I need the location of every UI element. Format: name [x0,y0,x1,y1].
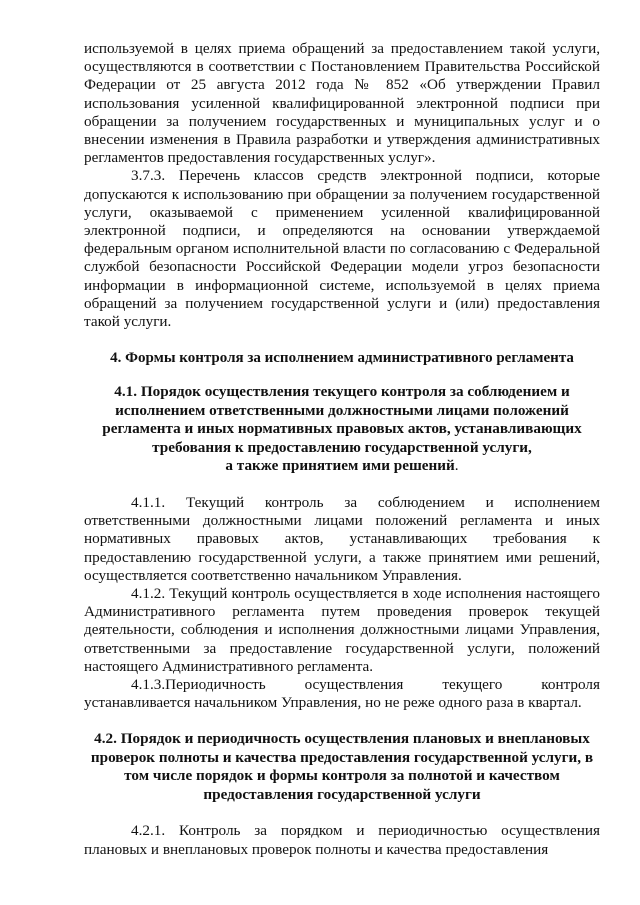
paragraph-continuation: используемой в целях приема обращений за предоставлением такой услуги, осуществляются в соответствии с Постановлением Правительства Российской Федерации от 25 августа 2012 года № 852 «Об утверждении Правил использования усиленной квалифицированной электронной подписи при обращении за получением государственных и муниципальных услуг и о внесении изменения в Правила разработки и утверждения административных регламентов предоставления государственных услуг». [84,40,600,167]
document-page [84,40,600,859]
paragraph-4-1-1: 4.1.1. Текущий контроль за соблюдением и исполнением ответственными должностными лицами положений регламента и иных нормативных правовых актов, устанавливающих требования к предоставлению государственной услуги, а также принятием ими решений, осуществляется соответственно начальником Управления. [84,493,600,584]
section-4-1-heading [84,383,600,476]
section-4-1-heading-main: 4.1. Порядок осуществления текущего контроля за соблюдением и исполнением ответственными должностными лицами положений регламента и иных нормативных правовых актов, устанавливающих требования к предоставлению государственной услуги, [102,383,582,456]
paragraph-4-2-1: 4.2.1. Контроль за порядком и периодичностью осуществления плановых и внеплановых проверок полноты и качества предоставления [84,822,600,858]
section-4-2-heading: 4.2. Порядок и периодичность осуществления плановых и внеплановых проверок полноты и качества предоставления государственной услуги, в том числе порядок и формы контроля за полнотой и качеством предоставления государственной услуги [90,730,594,803]
paragraph-4-1-3: 4.1.3.Периодичность осуществления текущего контроля устанавливается начальником Управления, но не реже одного раза в квартал. [84,675,600,712]
section-4-1-heading-tail-line [84,457,600,476]
section-4-heading: 4. Формы контроля за исполнением административного регламента [110,350,574,367]
paragraph-3-7-3: 3.7.3. Перечень классов средств электронной подписи, которые допускаются к использованию при обращении за получением государственной услуги, оказываемой с применением усиленной квалифицированной электронной подписи, и определяются на основании утверждаемой федеральным органом исполнительной власти по согласованию с Федеральной службой безопасности Российской Федерации модели угроз безопасности информации в информационной системе, используемой в целях приема обращений за получением государственной услуги и (или) предоставления такой услуги. [84,167,600,331]
section-4-1-heading-dot: . [454,457,459,475]
paragraph-4-1-2: 4.1.2. Текущий контроль осуществляется в ходе исполнения настоящего Административного регламента путем проведения проверок текущей деятельности, соблюдения и исполнения должностными лицами Управления, ответственными за предоставление государственной услуги, положений настоящего Административного регламента. [84,584,600,675]
section-4-1-heading-tail: а также принятием ими решений [225,457,455,475]
